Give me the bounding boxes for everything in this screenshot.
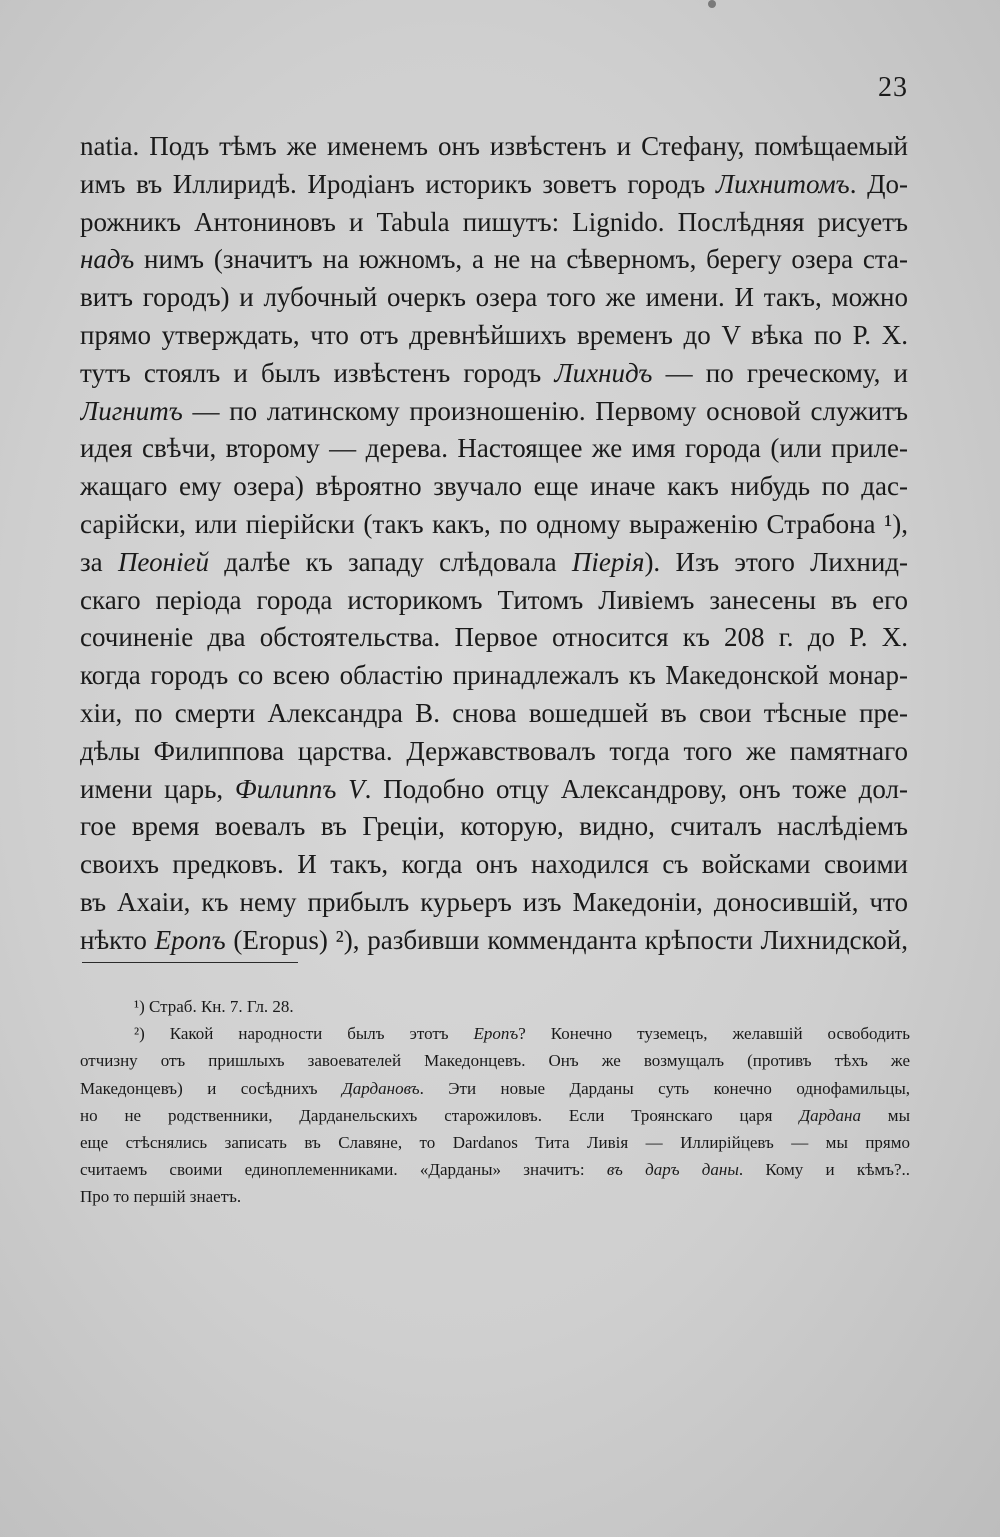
main-italic-text: Пеонiей: [117, 546, 209, 577]
footnote-text: отчизну отъ пришлыхъ завоевателей Македонцевъ. Онъ же возмущалъ (противъ тѣхъ же: [80, 1051, 910, 1071]
main-text: natia. Подъ тѣмъ же именемъ онъ извѣстенъ и Стефану, помѣщаемый: [80, 131, 908, 161]
footnotes-block: [80, 993, 910, 1211]
footnote-line: [80, 1129, 910, 1156]
main-text: витъ городъ) и лубочный очеркъ озера того же имени. И такъ, можно: [80, 282, 908, 313]
main-text: тутъ стоялъ и былъ извѣстенъ городъ: [80, 357, 555, 388]
main-text-block: [80, 128, 908, 960]
main-line: [80, 733, 908, 771]
footnote-line: [80, 1183, 910, 1210]
main-italic-text: Пiерiя: [571, 546, 645, 577]
main-line: [80, 393, 908, 431]
main-italic-text: Лихнитомъ: [715, 168, 850, 199]
footnote-separator: [82, 962, 298, 963]
footnote-text: ? Конечно туземецъ, желавшiй освободить: [518, 1024, 910, 1044]
footnote-line: [80, 993, 910, 1020]
footnote-line: [80, 1156, 910, 1183]
main-text: нимъ (значитъ на южномъ, а не на сѣверномъ, берегу озера ста-: [134, 244, 908, 275]
footnote-text: . Кому и кѣмъ?..: [738, 1160, 910, 1180]
main-italic-text: Лигнитъ: [80, 395, 183, 426]
footnote-text: но не родственники, Дарданельскихъ старожиловъ. Если Троянскаго царя: [80, 1105, 800, 1125]
footnote-italic-text: Дардана: [799, 1105, 861, 1125]
main-line: [80, 166, 908, 204]
main-text: за: [80, 546, 118, 577]
main-line: [80, 279, 908, 317]
footnote-text: ¹) Страб. Кн. 7. Гл. 28.: [134, 997, 294, 1016]
main-line: [80, 884, 908, 922]
page-number: 23: [878, 72, 908, 103]
footnote-italic-text: въ даръ даны: [606, 1160, 739, 1180]
main-text: (Eropus) ²), разбивши комменданта крѣпости Лихнидской,: [225, 924, 908, 955]
main-text: скаго перiода города историкомъ Титомъ Ливiемъ занесены въ его: [80, 584, 908, 615]
main-text: . Подобно отцу Александрову, онъ тоже дол-: [364, 773, 908, 804]
main-text: нѣкто: [80, 924, 155, 955]
footnote-line: [80, 1020, 910, 1047]
main-line: [80, 695, 908, 733]
main-text: далѣе къ западу слѣдовала: [208, 546, 572, 577]
main-text: ). Изъ этого Лихнид-: [644, 546, 908, 577]
main-text: рожникъ Антониновъ и Tabula пишутъ: Lignido. Послѣдняя рисуетъ: [80, 206, 908, 237]
main-line: [80, 430, 908, 468]
main-italic-text: Еропъ: [154, 924, 226, 955]
footnote-line: [80, 1047, 910, 1074]
main-line: [80, 204, 908, 242]
footnote-line: [80, 1102, 910, 1129]
footnote-text: считаемъ своими единоплеменниками. «Дарданы» значитъ:: [80, 1160, 607, 1180]
main-italic-text: Лихнидъ: [554, 357, 653, 388]
main-line: [80, 771, 908, 809]
main-text: хiи, по смерти Александра В. снова вошедшей въ свои тѣсные пре-: [80, 697, 908, 728]
main-text: когда городъ со всею областiю принадлежалъ къ Македонской монар-: [80, 660, 908, 691]
main-text: имени царь,: [80, 773, 235, 804]
main-text: имъ въ Иллиридѣ. Иродiанъ историкъ зоветъ городъ: [80, 168, 716, 199]
main-text: дѣлы Филиппова царства. Державствовалъ тогда того же памятнаго: [80, 735, 908, 766]
main-line: [80, 128, 908, 166]
footnote-text: Про то першiй знаетъ.: [80, 1187, 242, 1207]
footnote-italic-text: Дардановъ: [341, 1078, 420, 1098]
main-line: [80, 657, 908, 695]
main-line: [80, 506, 908, 544]
footnote-text: еще стѣснялись записать въ Славяне, то Dardanos Тита Ливiя — Иллирiйцевъ — мы прямо: [80, 1132, 910, 1152]
footnote-italic-text: Еропъ: [473, 1024, 519, 1044]
main-text: идея свѣчи, второму — дерева. Настоящее же имя города (или приле-: [80, 433, 908, 464]
main-text: въ Ахаiи, къ нему прибылъ курьеръ изъ Македонiи, доносившiй, что: [80, 886, 908, 917]
ink-spot: [708, 0, 716, 8]
main-text: сарiйски, или пiерiйски (такъ какъ, по одному выраженiю Страбона ¹),: [80, 508, 908, 539]
main-text: гое время воевалъ въ Грецiи, которую, видно, считалъ наслѣдiемъ: [80, 811, 908, 842]
main-line: [80, 808, 908, 846]
main-italic-text: надъ: [80, 244, 135, 275]
main-text: — по греческому, и: [652, 357, 908, 388]
footnote-text: Македонцевъ) и сосѣднихъ: [80, 1078, 342, 1098]
main-line: [80, 846, 908, 884]
main-line: [80, 468, 908, 506]
main-text: своихъ предковъ. И такъ, когда онъ находился съ войсками своими: [80, 849, 908, 880]
main-line: [80, 619, 908, 657]
footnote-line: [80, 1075, 910, 1102]
main-italic-text: Филиппъ V: [234, 773, 365, 804]
main-line: [80, 317, 908, 355]
main-line: [80, 355, 908, 393]
main-text: — по латинскому произношенiю. Первому основой служитъ: [182, 395, 908, 426]
main-text: прямо утверждать, что отъ древнѣйшихъ временъ до V вѣка по Р. Х.: [80, 319, 908, 350]
main-line: [80, 582, 908, 620]
footnote-text: . Эти новые Дарданы суть конечно однофамильцы,: [419, 1078, 910, 1098]
main-line: [80, 544, 908, 582]
main-text: . До-: [849, 168, 908, 199]
main-line: [80, 241, 908, 279]
main-text: жащаго ему озера) вѣроятно звучало еще иначе какъ нибудь по дас-: [80, 471, 908, 502]
main-line: [80, 922, 908, 960]
footnote-text: мы: [860, 1105, 910, 1125]
footnote-text: ²) Какой народности былъ этотъ: [134, 1024, 474, 1044]
main-text: сочиненiе два обстоятельства. Первое относится къ 208 г. до Р. Х.: [80, 622, 908, 653]
